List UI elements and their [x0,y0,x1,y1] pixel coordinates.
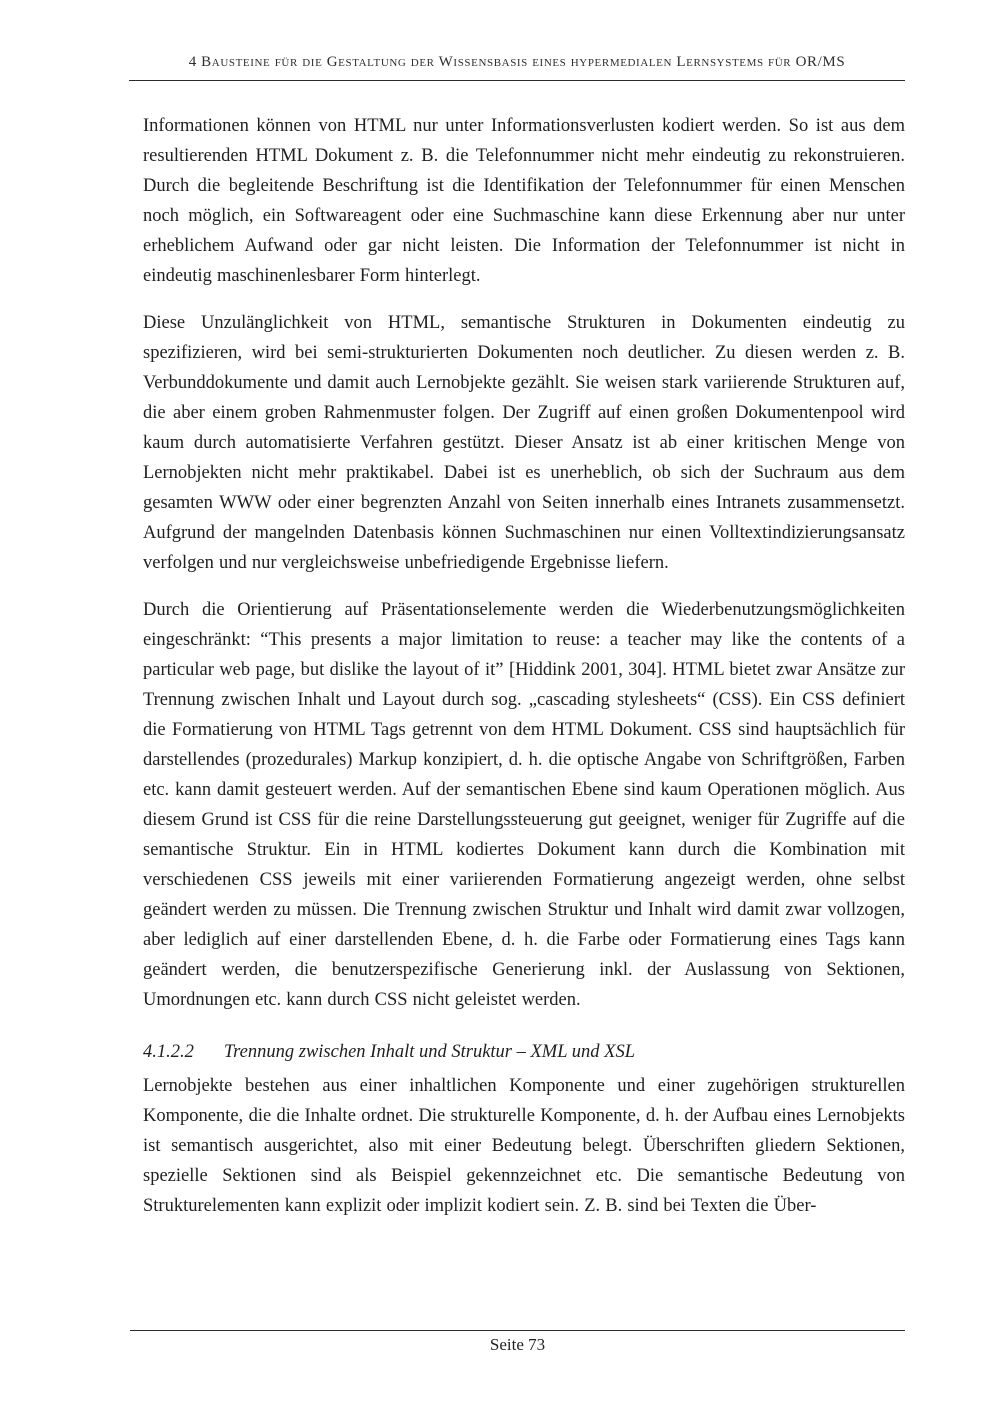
subsection-title: Trennung zwischen Inhalt und Struktur – XML und XSL [223,1042,636,1062]
chapter-header-text: 4 Bausteine für die Gestaltung der Wissensbasis eines hypermedialen Lernsystems für OR/MS [188,54,846,70]
page-number: Seite 73 [489,1335,546,1354]
paragraph-1: Informationen können von HTML nur unter Informationsverlusten kodiert werden. So ist aus dem resultierenden HTML Dokument z. B. die Telefonnummer nicht mehr eindeutig zu rekonstruieren. Durch die begleitende Beschriftung ist die Identifikation der Telefonnummer für einen Menschen noch möglich, ein Softwareagent oder eine Suchmaschine kann diese Erkennung aber nur unter erheblichem Aufwand oder gar nicht leisten. Die Information der Telefonnummer ist nicht in eindeutig maschinenlesbarer Form hinterlegt. [143,116,905,286]
running-header [129,54,905,81]
page-footer [130,1330,905,1355]
paragraph-3: Durch die Orientierung auf Präsentationselemente werden die Wiederbenutzungsmöglichkeiten eingeschränkt: “This presents a major limitation to reuse: a teacher may like the contents of a particular web page, but dislike the layout of it” [Hiddink 2001, 304]. HTML bietet zwar Ansätze zur Trennung zwischen Inhalt und Layout durch sog. „cascading stylesheets“ (CSS). Ein CSS definiert die Formatierung von HTML Tags getrennt von dem HTML Dokument. CSS sind hauptsächlich für darstellendes (prozedurales) Markup konzipiert, d. h. die optische Angabe von Schriftgrößen, Farben etc. kann damit gesteuert werden. Auf der semantischen Ebene sind kaum Operationen möglich. Aus diesem Grund ist CSS für die reine Darstellungssteuerung gut geeignet, weniger für Zugriffe auf die semantische Struktur. Ein in HTML kodiertes Dokument kann durch die Kombination mit verschiedenen CSS jeweils mit einer variierenden Formatierung angezeigt werden, ohne selbst geändert werden zu müssen. Die Trennung zwischen Struktur und Inhalt wird damit zwar vollzogen, aber lediglich auf einer darstellenden Ebene, d. h. die Farbe oder Formatierung eines Tags kann geändert werden, die benutzerspezifische Generierung inkl. der Auslassung von Sektionen, Umordnungen etc. kann durch CSS nicht geleistet werden. [143,600,905,1010]
paragraph-2: Diese Unzulänglichkeit von HTML, semantische Strukturen in Dokumenten eindeutig zu spezifizieren, wird bei semi-strukturierten Dokumenten noch deutlicher. Zu diesen werden z. B. Verbunddokumente und damit auch Lernobjekte gezählt. Sie weisen stark variierende Strukturen auf, die aber einem groben Rahmenmuster folgen. Der Zugriff auf einen großen Dokumentenpool wird kaum durch automatisierte Verfahren gestützt. Dieser Ansatz ist ab einer kritischen Menge von Lernobjekten nicht mehr praktikabel. Dabei ist es unerheblich, ob sich der Suchraum aus dem gesamten WWW oder einer begrenzten Anzahl von Seiten innerhalb eines Intranets zusammensetzt. Aufgrund der mangelnden Datenbasis können Suchmaschinen nur einen Volltextindizierungsansatz verfolgen und nur vergleichsweise unbefriedigende Ergebnisse liefern. [143,313,905,573]
page-body [143,111,905,1221]
subsection-heading [143,1037,905,1067]
subsection-number: 4.1.2.2 [143,1042,194,1062]
paragraph-4: Lernobjekte bestehen aus einer inhaltlichen Komponente und einer zugehörigen strukturellen Komponente, die die Inhalte ordnet. Die strukturelle Komponente, d. h. der Aufbau eines Lernobjekts ist semantisch ausgerichtet, also mit einer Bedeutung belegt. Überschriften gliedern Sektionen, spezielle Sektionen sind als Beispiel gekennzeichnet etc. Die semantische Bedeutung von Strukturelementen kann explizit oder implizit kodiert sein. Z. B. sind bei Texten die Über- [143,1076,905,1216]
